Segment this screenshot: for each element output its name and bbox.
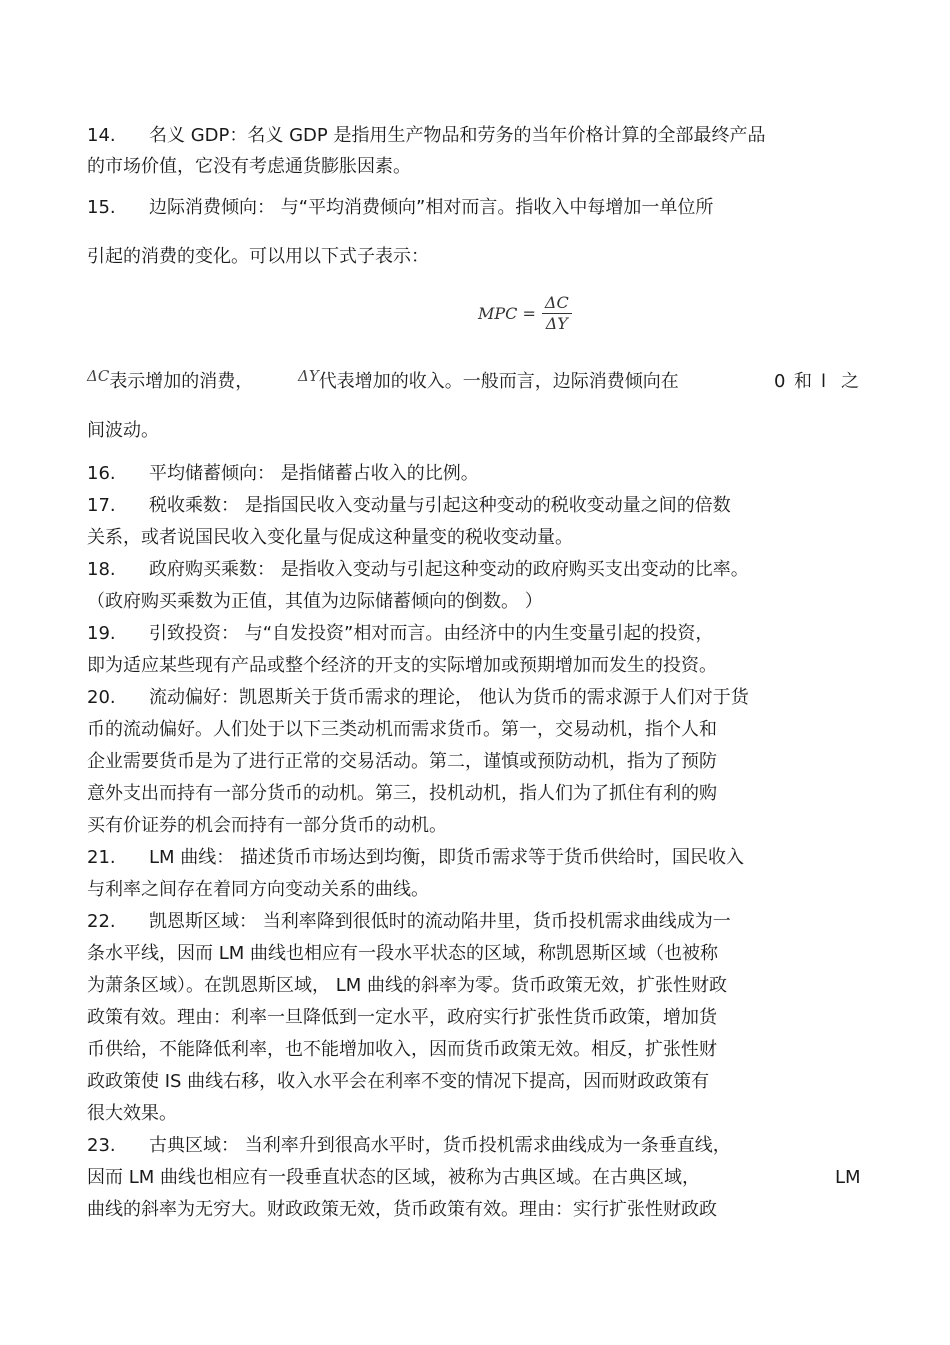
- entry-text: 名义 GDP：名义 GDP 是指用生产物品和劳务的当年价格计算的全部最终产品: [149, 125, 766, 146]
- entry-number: 19.: [87, 623, 116, 644]
- entry-20-line4: 意外支出而持有一部分货币的动机。第三，投机动机，指人们为了抓住有利的购: [87, 783, 717, 804]
- entry-23-line1: [87, 1134, 731, 1158]
- mpc-formula: [478, 294, 572, 333]
- formula-denominator: ΔY: [545, 314, 568, 333]
- entry-14-line1: [87, 124, 766, 148]
- entry-number: 17.: [87, 495, 116, 516]
- entry-21-line1: [87, 846, 744, 870]
- entry-20-line2: 币的流动偏好。人们处于以下三类动机而需求货币。第一，交易动机，指个人和: [87, 719, 717, 740]
- entry-21-line2: 与利率之间存在着同方向变动关系的曲线。: [87, 879, 429, 900]
- range-and: 和: [794, 371, 812, 392]
- entry-23-line2-lm: LM: [835, 1167, 861, 1188]
- entry-19-line2: 即为适应某些现有产品或整个经济的开支的实际增加或预期增加而发生的投资。: [87, 655, 717, 676]
- entry-text: 古典区域： 当利率升到很高水平时，货币投机需求曲线成为一条垂直线，: [149, 1135, 731, 1156]
- entry-number: 20.: [87, 687, 116, 708]
- formula-fraction: [542, 294, 572, 333]
- entry-15-line3-part2: [298, 367, 679, 394]
- entry-text: 流动偏好：凯恩斯关于货币需求的理论， 他认为货币的需求源于人们对于货: [149, 687, 749, 708]
- entry-18-line1: [87, 558, 749, 582]
- delta-c-symbol: ΔC: [87, 367, 110, 385]
- entry-text: 边际消费倾向： 与“平均消费倾向”相对而言。指收入中每增加一单位所: [149, 197, 714, 218]
- entry-text: 引致投资： 与“自发投资”相对而言。由经济中的内生变量引起的投资，: [149, 623, 714, 644]
- entry-text: 代表增加的收入。一般而言，边际消费倾向在: [318, 371, 679, 392]
- delta-y-symbol: ΔY: [298, 367, 319, 385]
- range-one: l: [821, 371, 827, 392]
- entry-22-line7: 很大效果。: [87, 1103, 177, 1124]
- entry-text: 凯恩斯区域： 当利率降到很低时的流动陷井里，货币投机需求曲线成为一: [149, 911, 731, 932]
- formula-lhs: MPC =: [478, 304, 536, 323]
- entry-number: 22.: [87, 911, 116, 932]
- entry-14-line2: 的市场价值，它没有考虑通货膨胀因素。: [87, 156, 411, 177]
- entry-17-line1: [87, 494, 731, 518]
- entry-20-line3: 企业需要货币是为了进行正常的交易活动。第二，谨慎或预防动机，指为了预防: [87, 751, 717, 772]
- entry-19-line1: [87, 622, 713, 646]
- entry-15-line2: 引起的消费的变化。可以用以下式子表示：: [87, 246, 429, 267]
- entry-22-line2: 条水平线，因而 LM 曲线也相应有一段水平状态的区域，称凯恩斯区域（也被称: [87, 943, 718, 964]
- entry-number: 18.: [87, 559, 116, 580]
- range-between: 之: [841, 371, 859, 392]
- entry-15-line4: 间波动。: [87, 420, 159, 441]
- entry-22-line1: [87, 910, 731, 934]
- entry-number: 15.: [87, 197, 116, 218]
- entry-text: 平均储蓄倾向： 是指储蓄占收入的比例。: [149, 463, 479, 484]
- entry-text: 政府购买乘数： 是指收入变动与引起这种变动的政府购买支出变动的比率。: [149, 559, 749, 580]
- formula-numerator: ΔC: [542, 294, 572, 314]
- entry-15-line3: [87, 367, 254, 394]
- entry-23-line2: 因而 LM 曲线也相应有一段垂直状态的区域，被称为古典区域。在古典区域，: [87, 1167, 700, 1188]
- entry-number: 21.: [87, 847, 116, 868]
- entry-22-line3: 为萧条区域）。在凯恩斯区域， LM 曲线的斜率为零。货币政策无效，扩张性财政: [87, 975, 727, 996]
- entry-16-line1: [87, 462, 479, 486]
- entry-15-line1: [87, 196, 713, 220]
- range-zero: 0: [774, 371, 786, 392]
- entry-number: 16.: [87, 463, 116, 484]
- entry-17-line2: 关系，或者说国民收入变化量与促成这种量变的税收变动量。: [87, 527, 573, 548]
- entry-22-line5: 币供给，不能降低利率，也不能增加收入，因而货币政策无效。相反，扩张性财: [87, 1039, 717, 1060]
- entry-text: 税收乘数： 是指国民收入变动量与引起这种变动的税收变动量之间的倍数: [149, 495, 731, 516]
- entry-18-line2: （政府购买乘数为正值，其值为边际储蓄倾向的倒数。 ）: [87, 591, 543, 612]
- entry-23-line3: 曲线的斜率为无穷大。财政政策无效，货币政策有效。理由：实行扩张性财政政: [87, 1199, 717, 1220]
- entry-22-line4: 政策有效。理由：利率一旦降低到一定水平，政府实行扩张性货币政策，增加货: [87, 1007, 717, 1028]
- entry-number: 14.: [87, 125, 116, 146]
- entry-20-line1: [87, 686, 749, 710]
- entry-22-line6: 政政策使 IS 曲线右移，收入水平会在利率不变的情况下提高，因而财政政策有: [87, 1071, 710, 1092]
- entry-text: 表示增加的消费，: [109, 371, 254, 392]
- entry-number: 23.: [87, 1135, 116, 1156]
- entry-20-line5: 买有价证券的机会而持有一部分货币的动机。: [87, 815, 447, 836]
- entry-text: LM 曲线： 描述货币市场达到均衡，即货币需求等于货币供给时，国民收入: [149, 847, 744, 868]
